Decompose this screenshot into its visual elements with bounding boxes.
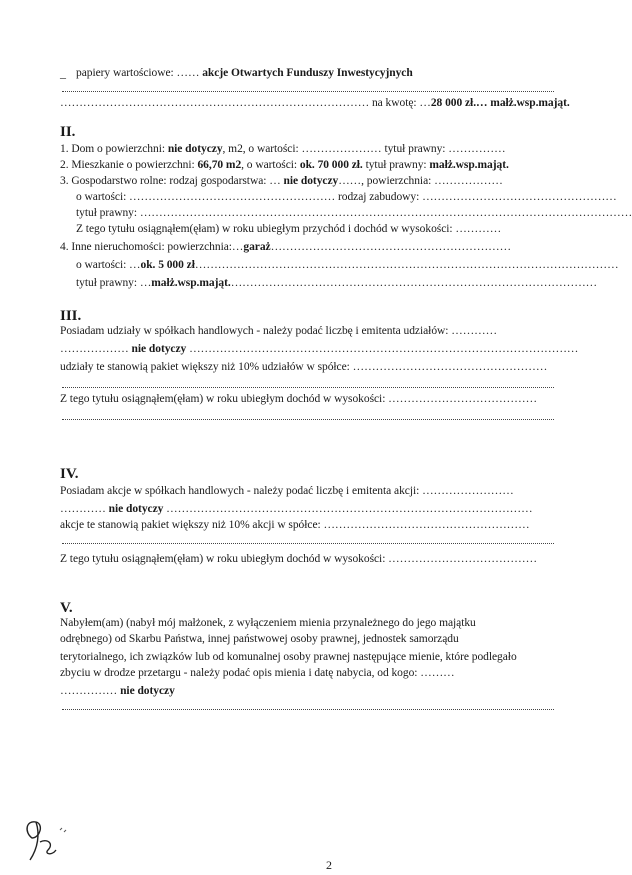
acquisition-line-4: zbyciu w drodze przetargu - należy podać opis mienia i datę nabycia, od kogo: ……… [60,667,455,679]
page-number: 2 [326,858,332,872]
apartment-area: 66,70 m2 [197,159,242,171]
other-property-worth-rest: ………………………………………………………………………………………………… [194,259,619,271]
farm-label: 3. Gospodarstwo rolne: rodzaj gospodarstwa: … [60,175,281,187]
amount-value: 28 000 zł.… małż.wsp.mająt. [430,97,570,109]
other-property-title-line [76,276,598,290]
other-property-rest: ……………………………………………………… [270,241,512,253]
apartment-title-label: tytuł prawny: [362,159,427,171]
farm-income-line: Z tego tytułu osiągnąłem(ęłam) w roku ubiegłym przychód i dochód w wysokości: ………… [76,223,502,235]
house-line [60,142,560,156]
other-property-title-value: małż.wsp.mająt. [151,277,231,289]
house-value: nie dotyczy [167,143,223,155]
apartment-value: ok. 70 000 zł. [299,159,363,171]
section-heading-iii: III. [60,308,82,324]
amount-label: ……………………………………………………………………… na kwotę: … [60,97,431,109]
farm-value: nie dotyczy [283,175,339,187]
stocks-line: Posiadam akcje w spółkach handlowych - należy podać liczbę i emitenta akcji: …………………… [60,485,514,497]
stocks-packet-line: akcje te stanowią pakiet większy niż 10% akcji w spółce: ……………………………………………… [60,519,530,531]
dotted-line [62,419,554,420]
farm-line [60,174,560,188]
acquisition-answer-value: nie dotyczy [120,685,175,697]
shares-answer-rest: ………………………………………………………………………………………… [186,343,579,355]
acquisition-answer-prefix: …………… [60,685,121,697]
section-heading-ii: II. [60,124,76,140]
other-property-title-label: tytuł prawny: … [76,277,152,289]
stocks-answer-prefix: ………… [60,503,109,515]
section-heading-v: V. [60,600,73,616]
dotted-line [62,387,554,388]
section-heading-iv: IV. [60,466,79,482]
dotted-line [62,543,554,544]
other-property-worth-value: ok. 5 000 zł [140,259,195,271]
shares-packet-line: udziały te stanowią pakiet większy niż 10% udziałów w spółce: …………………………………………… [60,361,548,373]
dotted-line [62,709,554,710]
list-dash: – [60,70,66,84]
amount-line [60,96,570,110]
shares-answer-prefix: ……………… [60,343,132,355]
securities-value: akcje Otwartych Funduszy Inwestycyjnych [202,67,413,79]
securities-line [76,66,576,80]
house-label: 1. Dom o powierzchni: [60,143,165,155]
farm-title-line: tytuł prawny: ………………………………………………………………………………………………………………… [76,207,632,219]
farm-value-line: o wartości: ……………………………………………… rodzaj zabudowy: …………………………………………… [76,191,617,203]
acquisition-line-3: terytorialnego, ich związków lub od komunalnej osoby prawnej następujące mienie, które podlegało [60,651,517,663]
other-property-label: 4. Inne nieruchomości: powierzchnia:… [60,241,244,253]
securities-label: papiery wartościowe: …… [76,67,200,79]
other-property-worth-label: o wartości: … [76,259,141,271]
other-property-title-rest: …………………………………………………………………………………… [230,277,598,289]
other-property-value: garaż [243,241,271,253]
stocks-answer-line [60,502,560,516]
apartment-value-label: , o wartości: [241,159,298,171]
shares-answer-value: nie dotyczy [131,343,187,355]
shares-answer-line [60,342,579,356]
dotted-line [62,91,554,92]
apartment-label: 2. Mieszkanie o powierzchni: [60,159,195,171]
acquisition-answer-line [60,684,560,698]
stocks-answer-rest: …………………………………………………………………………………… [163,503,533,515]
other-property-line [60,240,560,254]
apartment-line [60,158,560,172]
signature-initials [18,808,78,868]
acquisition-line-1: Nabyłem(am) (nabył mój małżonek, z wyłączeniem mienia przynależnego do jego majątku [60,617,476,629]
stocks-answer-value: nie dotyczy [108,503,164,515]
other-property-worth-line [76,258,619,272]
apartment-title: małż.wsp.mająt. [429,159,509,171]
shares-line: Posiadam udziały w spółkach handlowych - należy podać liczbę i emitenta udziałów: ………… [60,325,498,337]
house-rest: , m2, o wartości: ………………… tytuł prawny: …………… [222,143,506,155]
shares-income-line: Z tego tytułu osiągnąłem(ęłam) w roku ubiegłym dochód w wysokości: ………………………………… [60,393,538,405]
farm-rest: ……, powierzchnia: ……………… [338,175,503,187]
acquisition-line-2: odrębnego) od Skarbu Państwa, innej państwowej osoby prawnej, jednostek samorządu [60,633,459,645]
stocks-income-line: Z tego tytułu osiągnąłem(ęłam) w roku ubiegłym dochód w wysokości: ………………………………… [60,553,538,565]
